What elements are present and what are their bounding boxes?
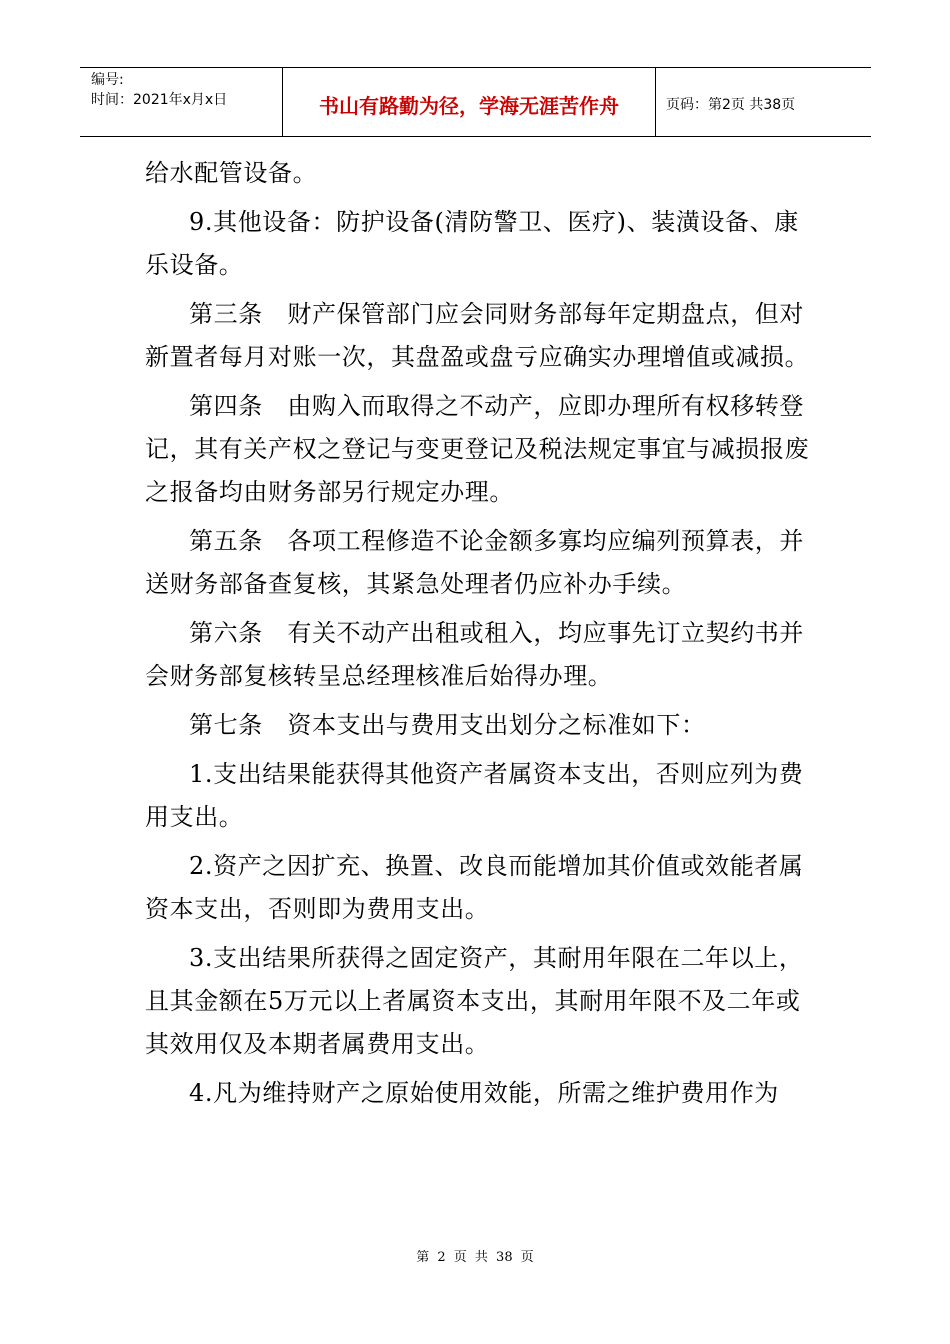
document-date: 时间：2021年x月x日 — [91, 92, 228, 108]
paragraph: 9.其他设备：防护设备(清防警卫、医疗)、装潢设备、康乐设备。 — [145, 208, 799, 279]
paragraph: 第五条 各项工程修造不论金额多寡均应编列预算表，并送财务部备查复核，其紧急处理者仍应补办手续。 — [145, 527, 804, 598]
document-number-label: 编号: — [91, 72, 124, 88]
header-motto: 书山有路勤为径，学海无涯苦作舟 — [283, 68, 656, 136]
paragraph: 第三条 财产保管部门应会同财务部每年定期盘点，但对新置者每月对账一次，其盘盈或盘亏应确实办理增值或减损。 — [145, 300, 810, 371]
paragraph: 第七条 资本支出与费用支出划分之标准如下： — [189, 711, 706, 739]
paragraph: 4.凡为维持财产之原始使用效能，所需之维护费用作为 — [189, 1079, 779, 1107]
paragraph: 2.资产之因扩充、换置、改良而能增加其价值或效能者属资本支出，否则即为费用支出。 — [145, 852, 804, 923]
page-header — [80, 67, 871, 137]
paragraph: 3.支出结果所获得之固定资产，其耐用年限在二年以上，且其金额在5万元以上者属资本支出，其耐用年限不及二年或其效用仅及本期者属费用支出。 — [145, 944, 804, 1058]
header-page-info: 页码：第2页 共38页 — [666, 97, 796, 113]
paragraph: 第六条 有关不动产出租或租入，均应事先订立契约书并会财务部复核转呈总经理核准后始得办理。 — [145, 619, 804, 690]
paragraph: 给水配管设备。 — [145, 159, 318, 187]
page-footer: 第 2 页 共 38 页 — [416, 1250, 534, 1265]
paragraph: 1.支出结果能获得其他资产者属资本支出，否则应列为费用支出。 — [145, 760, 804, 831]
paragraph: 第四条 由购入而取得之不动产，应即办理所有权移转登记，其有关产权之登记与变更登记及税法规定事宜与减损报废之报备均由财务部另行规定办理。 — [145, 392, 810, 506]
document-body — [145, 152, 815, 1121]
header-meta — [80, 68, 283, 136]
